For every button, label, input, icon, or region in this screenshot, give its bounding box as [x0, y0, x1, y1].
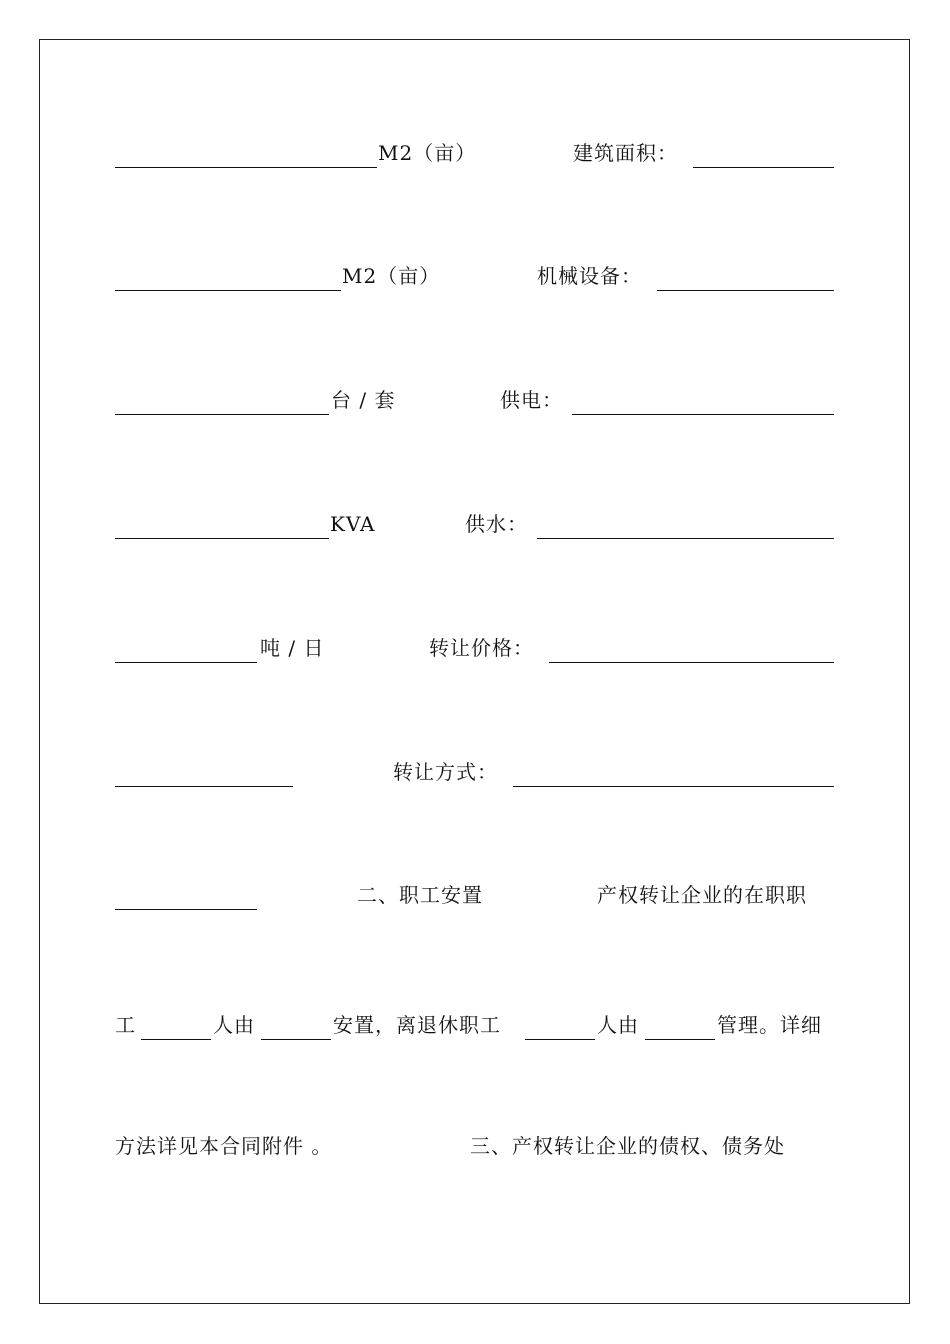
fill-blank[interactable]: [115, 757, 293, 787]
fill-blank[interactable]: [115, 261, 341, 291]
form-line-9: [115, 1131, 834, 1161]
fill-blank[interactable]: [115, 509, 329, 539]
form-line-6: [115, 757, 834, 787]
form-line-2: [115, 261, 834, 291]
field-label: 供水：: [465, 512, 528, 536]
unit-text: 台 / 套: [331, 388, 396, 412]
paragraph-text: 人由: [213, 1013, 255, 1037]
field-label: 转让方式：: [393, 760, 498, 784]
unit-text: 吨 / 日: [260, 636, 325, 660]
paragraph-text: 安置，离退休职工: [333, 1013, 501, 1037]
fill-blank[interactable]: [115, 633, 257, 663]
form-line-4: [115, 509, 834, 539]
paragraph-text: 方法详见本合同附件 。: [115, 1134, 333, 1158]
fill-blank[interactable]: [549, 633, 834, 663]
paragraph-text: 工: [115, 1013, 136, 1037]
fill-blank[interactable]: [115, 880, 257, 910]
paragraph-text: 产权转让企业的在职职: [597, 883, 807, 907]
form-line-8: [115, 1010, 834, 1040]
field-label: 转让价格：: [429, 636, 534, 660]
fill-blank[interactable]: [261, 1010, 331, 1040]
form-line-3: [115, 385, 834, 415]
fill-blank[interactable]: [525, 1010, 595, 1040]
fill-blank[interactable]: [693, 138, 834, 168]
form-line-5: [115, 633, 834, 663]
field-label: 供电：: [500, 388, 563, 412]
page-frame: [39, 39, 910, 1304]
unit-text: M2（亩）: [378, 141, 477, 165]
fill-blank[interactable]: [645, 1010, 715, 1040]
paragraph-text: 人由: [597, 1013, 639, 1037]
field-label: 建筑面积：: [573, 141, 678, 165]
fill-blank[interactable]: [513, 757, 834, 787]
paragraph-text: 管理。详细: [717, 1013, 822, 1037]
section-heading: 二、职工安置: [357, 883, 483, 907]
unit-text: KVA: [330, 512, 376, 536]
fill-blank[interactable]: [141, 1010, 211, 1040]
fill-blank[interactable]: [115, 138, 377, 168]
form-line-1: [115, 138, 834, 168]
form-line-7: [115, 880, 834, 910]
fill-blank[interactable]: [537, 509, 834, 539]
fill-blank[interactable]: [572, 385, 834, 415]
fill-blank[interactable]: [657, 261, 834, 291]
section-heading: 三、产权转让企业的债权、债务处: [470, 1134, 785, 1158]
fill-blank[interactable]: [115, 385, 329, 415]
field-label: 机械设备：: [537, 264, 642, 288]
unit-text: M2（亩）: [342, 264, 441, 288]
